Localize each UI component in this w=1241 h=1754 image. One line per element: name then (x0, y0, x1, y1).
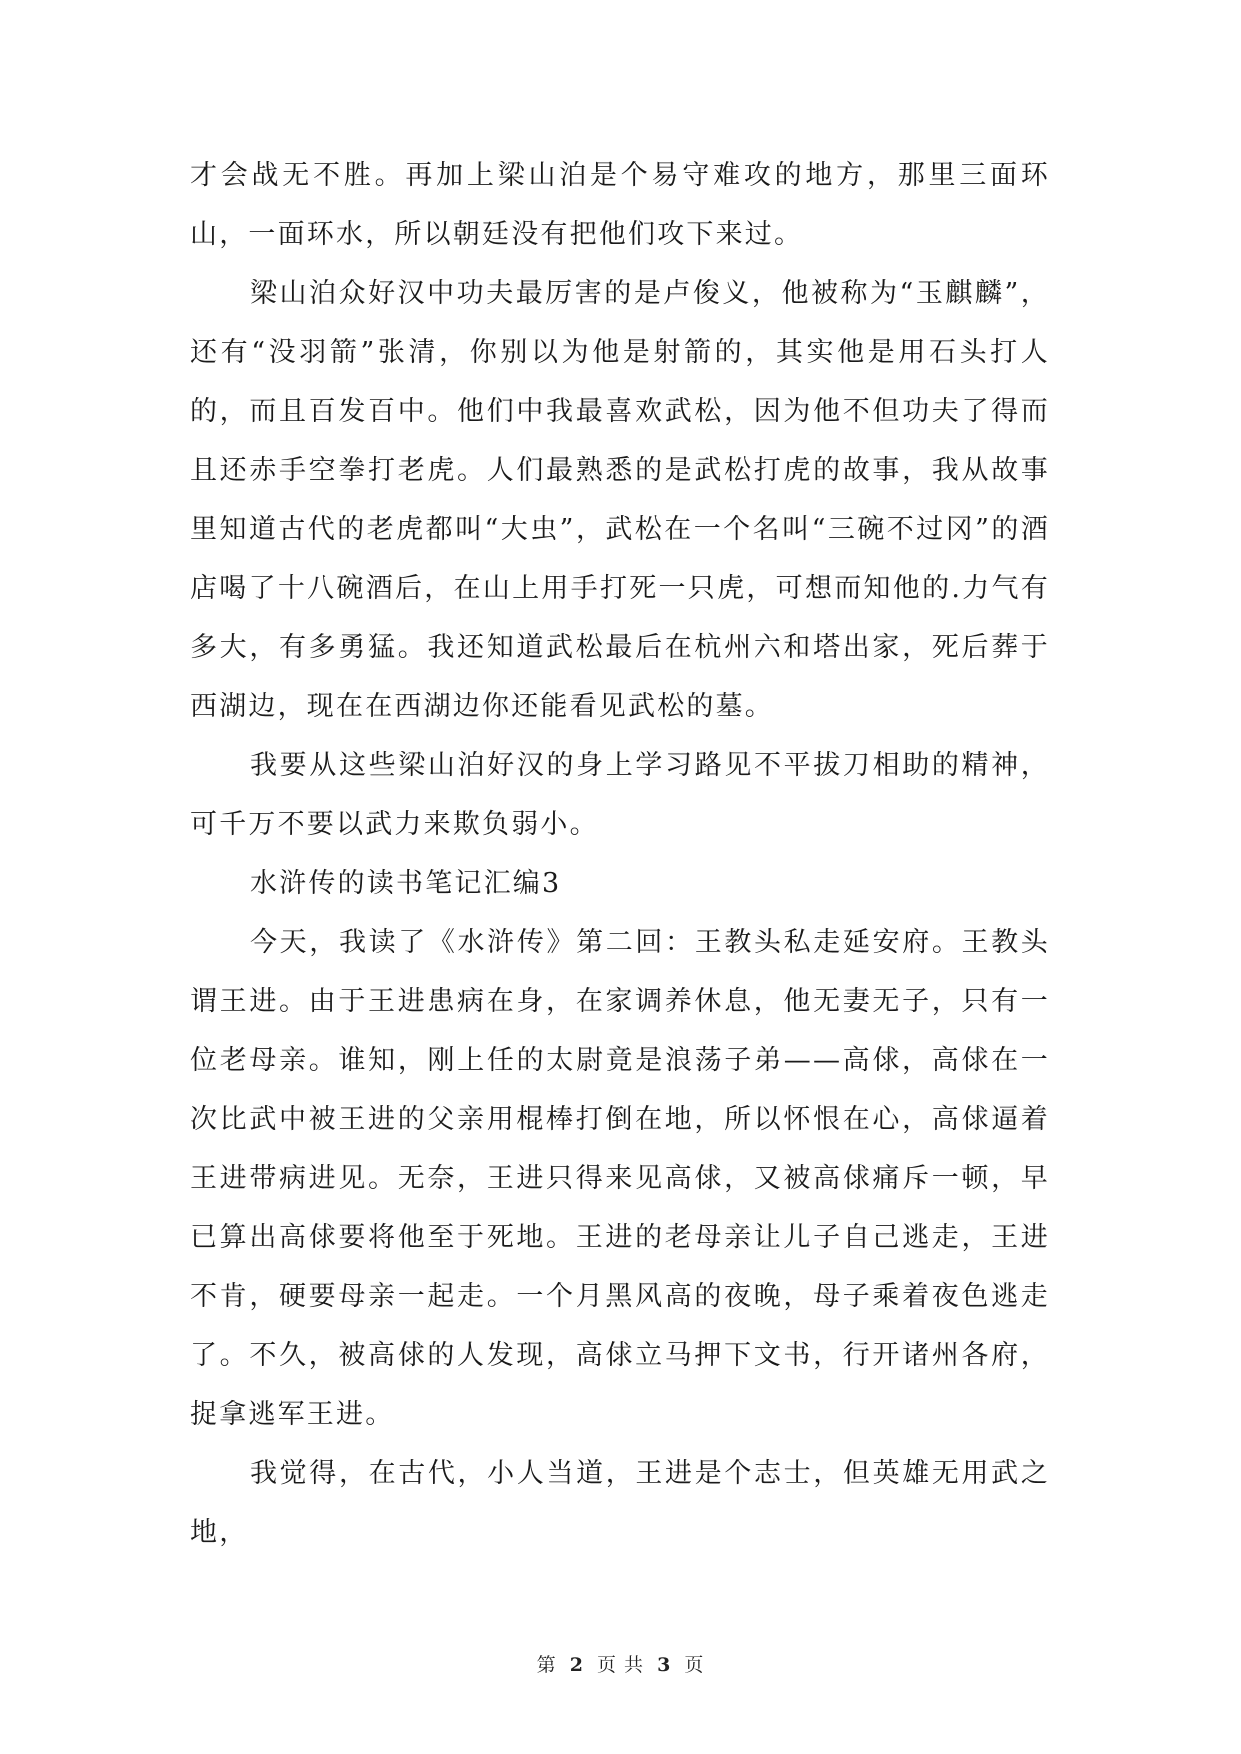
paragraph: 我要从这些梁山泊好汉的身上学习路见不平拔刀相助的精神，可千万不要以武力来欺负弱小。 (190, 750, 1050, 840)
paragraph: 今天，我读了《水浒传》第二回：王教头私走延安府。王教头谓王进。由于王进患病在身，在家调养休息，他无妻无子，只有一位老母亲。谁知，刚上任的太尉竟是浪荡子弟——高俅，高俅在一次比武中被王进的父亲用棍棒打倒在地，所以怀恨在心，高俅逼着王进带病进见。无奈，王进只得来见高俅，又被高俅痛斥一顿，早已算出高俅要将他至于死地。王进的老母亲让儿子自己逃走，王进不肯，硬要母亲一起走。一个月黑风高的夜晚，母子乘着夜色逃走了。不久，被高俅的人发现，高俅立马押下文书，行开诸州各府，捉拿逃军王进。 (190, 927, 1050, 1430)
paragraph: 梁山泊众好汉中功夫最厉害的是卢俊义，他被称为“玉麒麟”，还有“没羽箭”张清，你别以为他是射箭的，其实他是用石头打人的，而且百发百中。他们中我最喜欢武松，因为他不但功夫了得而且还赤手空拳打老虎。人们最熟悉的是武松打虎的故事，我从故事里知道古代的老虎都叫“大虫”，武松在一个名叫“三碗不过冈”的酒店喝了十八碗酒后，在山上用手打死一只虎，可想而知他的.力气有多大，有多勇猛。我还知道武松最后在杭州六和塔出家，死后葬于西湖边，现在在西湖边你还能看见武松的墓。 (190, 278, 1050, 722)
paragraph: 我觉得，在古代，小人当道，王进是个志士，但英雄无用武之地， (190, 1458, 1050, 1548)
page-footer (0, 1650, 1241, 1677)
footer-suffix: 页 (684, 1654, 705, 1676)
document-body (190, 146, 1050, 1562)
footer-middle: 页 共 (596, 1654, 645, 1676)
total-page-number: 3 (657, 1654, 672, 1676)
footer-prefix: 第 (536, 1654, 557, 1676)
section-heading: 水浒传的读书笔记汇编3 (250, 868, 562, 899)
paragraph: 才会战无不胜。再加上梁山泊是个易守难攻的地方，那里三面环山，一面环水，所以朝廷没有把他们攻下来过。 (190, 160, 1050, 250)
current-page-number: 2 (569, 1654, 584, 1676)
